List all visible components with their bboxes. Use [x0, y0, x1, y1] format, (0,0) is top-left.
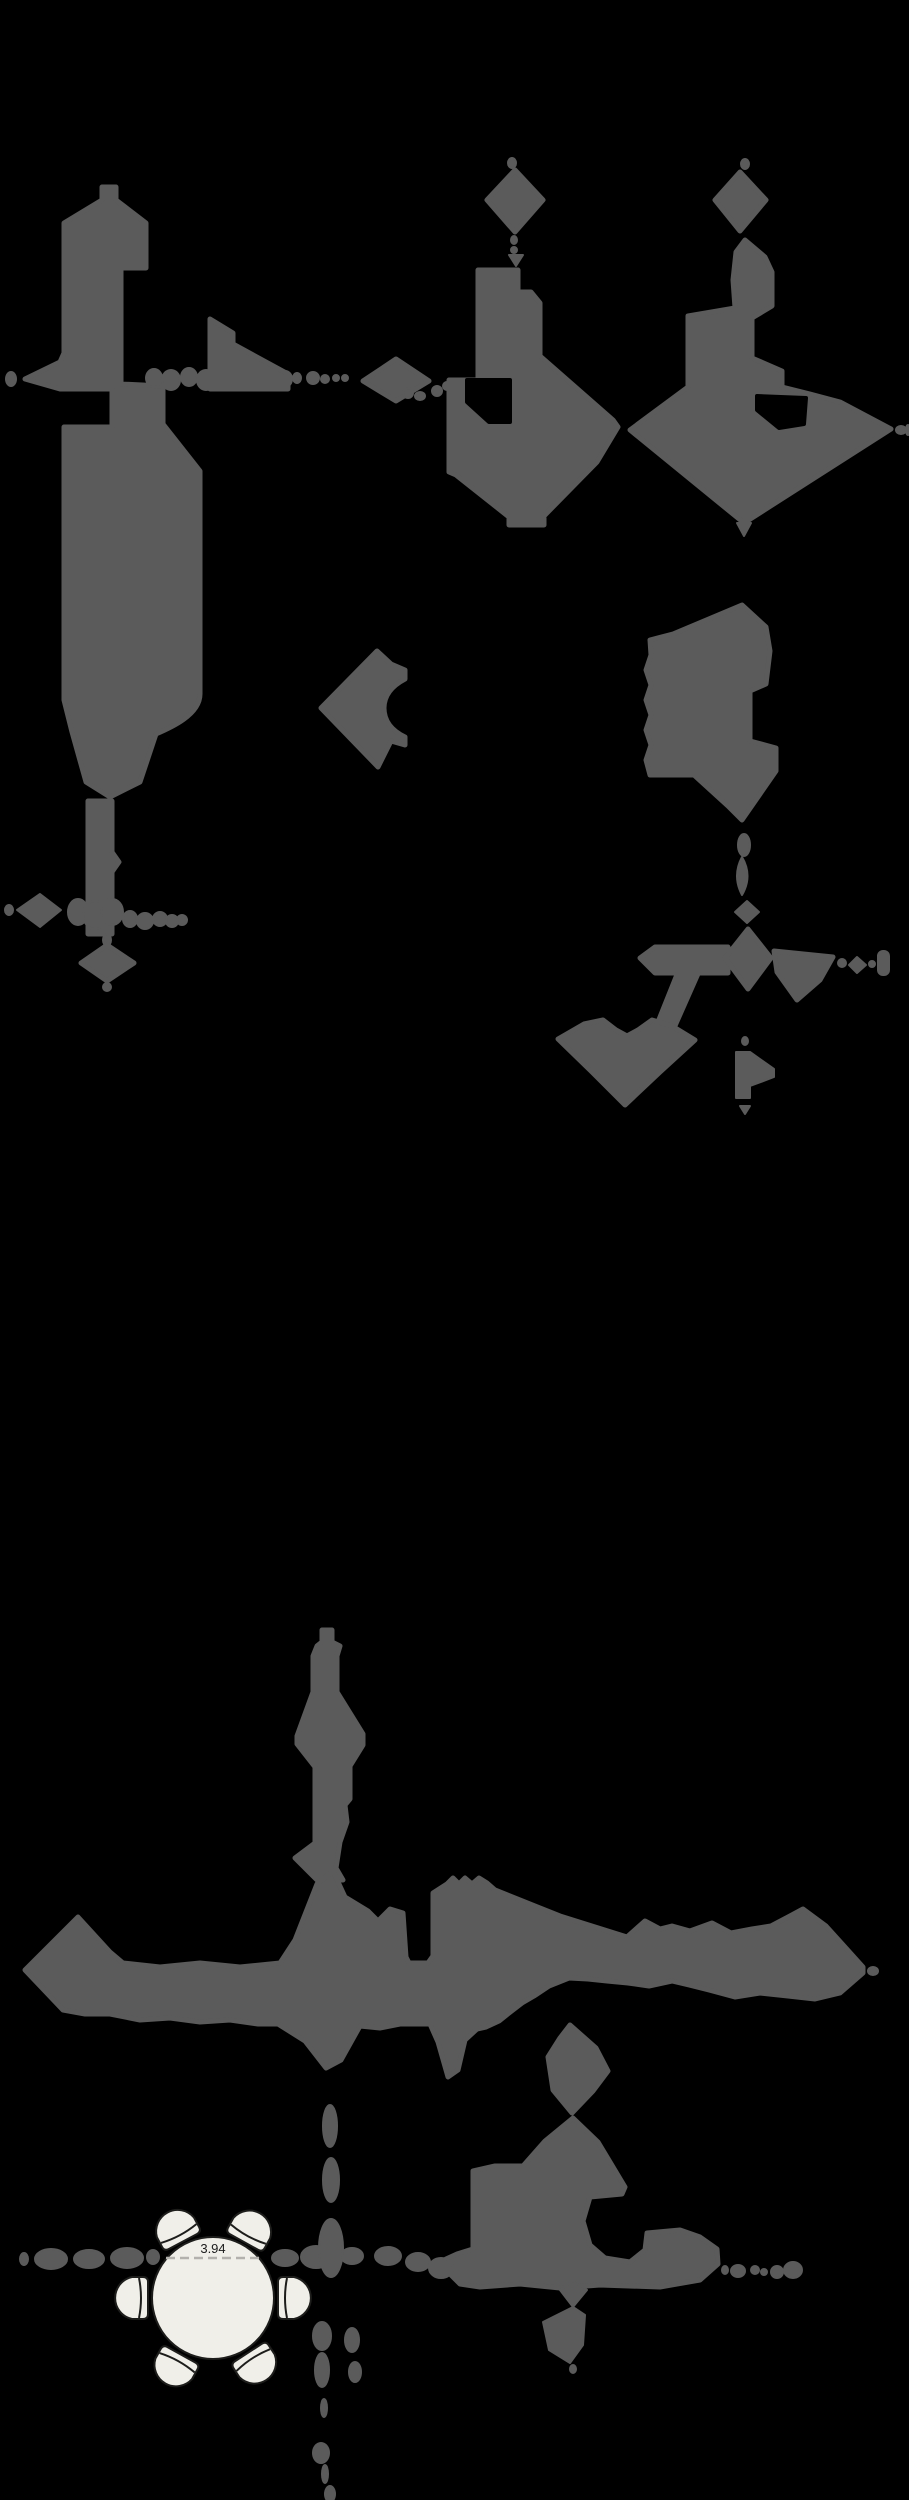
sketch-dot — [147, 2250, 159, 2264]
sketch-dot — [6, 372, 16, 386]
sketch-cluster-kite — [321, 651, 405, 767]
sketch-dot — [878, 951, 889, 975]
sketch-dot — [111, 2248, 143, 2268]
sketch-stroke — [725, 929, 771, 989]
sketch-stroke — [737, 857, 748, 895]
sketch-stroke — [735, 901, 759, 923]
sketch-dot — [103, 983, 111, 991]
sketch-dot — [868, 1967, 878, 1975]
sketch-stroke — [736, 1052, 774, 1098]
sketch-dot — [322, 2465, 328, 2483]
sketch-dot — [508, 158, 516, 168]
sketch-dot — [323, 2158, 339, 2202]
sketch-dot — [751, 2266, 759, 2274]
sketch-stroke — [17, 894, 61, 927]
sketch-dot — [742, 1037, 748, 1045]
sketch-dot — [345, 2328, 359, 2352]
sketch-stroke — [715, 172, 766, 231]
sketch-dot — [896, 426, 906, 434]
sketch-stroke — [487, 170, 543, 232]
sketch-dot — [511, 247, 517, 253]
sketch-dot — [375, 2247, 401, 2265]
sketch-dot — [321, 375, 329, 383]
sketch-stroke — [25, 1871, 863, 2077]
sketch-cluster-top-center — [403, 158, 618, 525]
sketch-dot — [146, 369, 162, 387]
sketch-dot — [570, 2365, 576, 2373]
sketch-stroke — [543, 2307, 585, 2363]
sketch-dot — [784, 2262, 802, 2278]
sketch-dot — [177, 915, 187, 925]
sketch-dot — [325, 2486, 335, 2500]
sketch-dot — [315, 2353, 329, 2387]
sketch-stroke — [446, 2118, 718, 2288]
sketch-dot — [20, 2253, 28, 2265]
sketch-dot — [272, 2250, 298, 2266]
sketch-dot — [74, 2250, 104, 2268]
sketch-dot — [137, 913, 153, 929]
sketch-dot — [333, 375, 339, 381]
sketch-dot — [153, 912, 167, 926]
sketch-stroke — [646, 605, 776, 820]
sketch-cluster-top-right — [630, 159, 909, 536]
sketch-cluster-lower-right — [446, 2118, 802, 2373]
sketch-dot — [321, 2399, 327, 2417]
sketch-layer — [5, 158, 909, 2500]
sketch-dot — [731, 2265, 745, 2277]
sketch-stroke — [25, 187, 200, 797]
sketch-dot — [307, 372, 319, 384]
sketch-dot — [101, 899, 123, 925]
sketch-dot — [771, 2266, 783, 2278]
sketch-stroke — [630, 240, 891, 523]
sketch-dot — [162, 370, 180, 390]
sketch-dot — [123, 911, 137, 927]
sketch-dot — [761, 2269, 767, 2275]
sketch-dot — [319, 2219, 343, 2277]
sketch-cluster-band — [25, 1871, 878, 2077]
sketch-cluster-small-kite — [548, 2025, 608, 2113]
sketch-dot — [349, 2362, 361, 2382]
sketch-dot — [511, 236, 517, 244]
sketch-dot — [406, 2253, 430, 2271]
sketch-dot — [342, 375, 348, 381]
sketch-dot — [429, 2258, 453, 2278]
sketch-cluster-middle-column — [295, 1630, 363, 1880]
sketch-dot — [869, 961, 875, 967]
sketch-dot — [313, 2322, 331, 2350]
sketch-stroke — [210, 319, 288, 389]
sketch-dot — [323, 2105, 337, 2147]
sketch-stroke — [558, 1020, 695, 1105]
sketch-stroke — [740, 1106, 750, 1114]
sketch-dot — [181, 368, 197, 386]
sketch-dot — [838, 959, 846, 967]
sketch-dot — [738, 834, 750, 856]
sketch-dot — [741, 159, 749, 169]
sketch-stroke — [849, 957, 866, 973]
sketch-dot — [403, 388, 413, 398]
sketch-dot — [722, 2266, 728, 2274]
sketch-dot — [35, 2249, 67, 2269]
sketch-stroke — [81, 945, 134, 981]
sketch-dot — [293, 373, 301, 383]
sketch-stroke — [737, 523, 751, 536]
chair-icon — [278, 2277, 311, 2319]
sketch-cluster-top-left — [5, 187, 451, 991]
sketch-stroke — [774, 951, 833, 1000]
sketch-cluster-right-middle — [558, 605, 889, 1114]
sketch-dot — [341, 2248, 363, 2264]
dimension-label: 3.94 — [200, 2241, 226, 2256]
sketch-dot — [415, 392, 425, 400]
round-table-furniture[interactable] — [115, 2203, 311, 2394]
sketch-dot — [5, 905, 13, 915]
sketch-stroke — [640, 947, 728, 973]
sketch-measure-chain-vertical — [313, 2105, 361, 2500]
sketch-dot — [432, 386, 442, 396]
chair-icon — [115, 2277, 148, 2319]
sketch-stroke — [509, 255, 523, 266]
sketch-dot — [313, 2443, 329, 2463]
